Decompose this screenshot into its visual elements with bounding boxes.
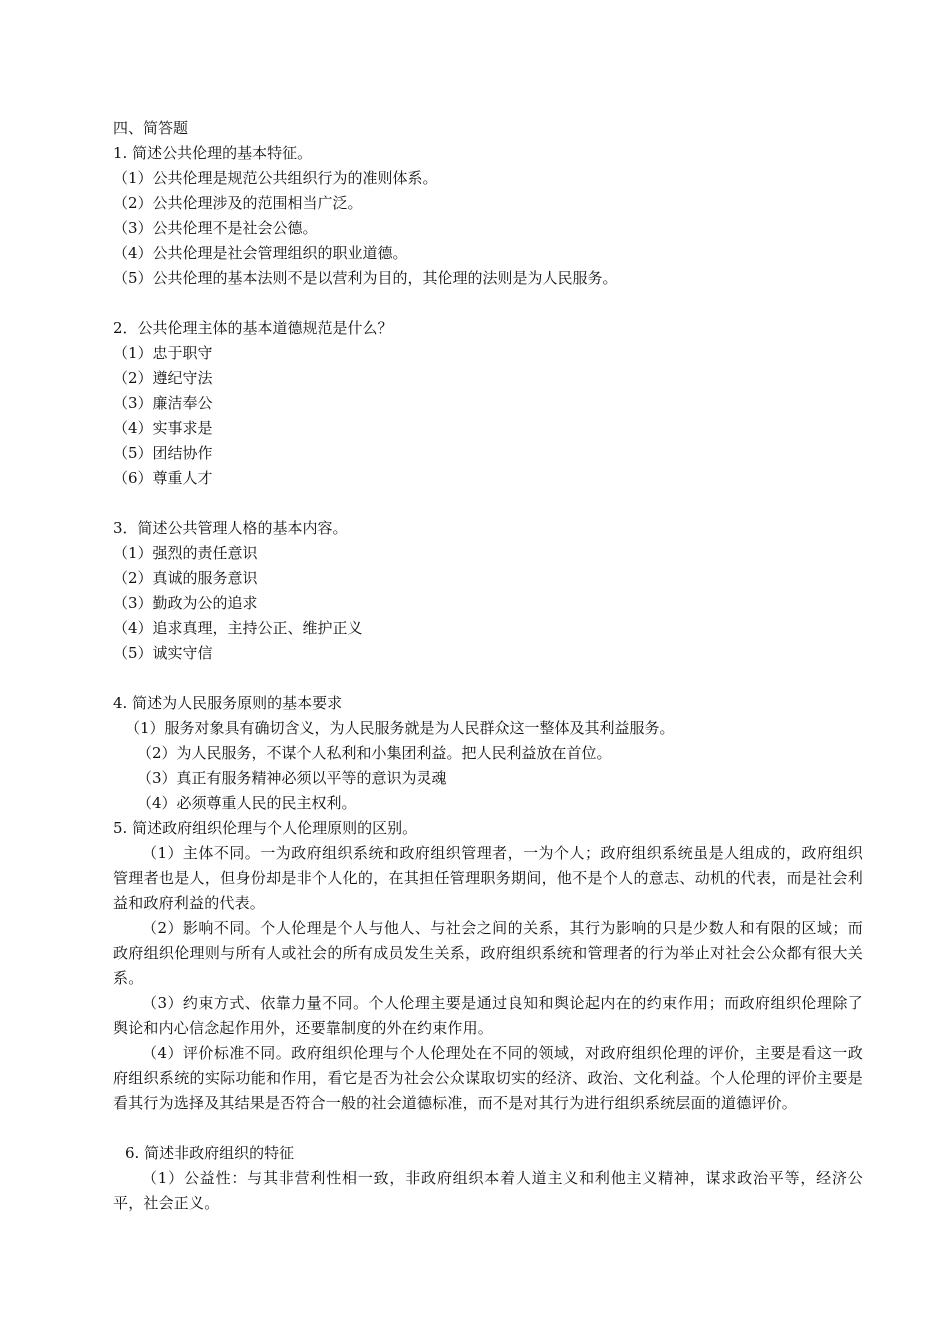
question-6-title: 6. 简述非政府组织的特征 <box>125 1144 295 1162</box>
question-3-item: （3）勤政为公的追求 <box>113 594 258 612</box>
question-5-paragraph: （2）影响不同。个人伦理是个人与他人、与社会之间的关系，其行为影响的只是少数人和有限的区域；而政府组织伦理则与所有人或社会的所有成员发生关系，政府组织系统和管理者的行为举止对社会公众都有很大关系。 <box>113 919 863 987</box>
question-4-item: （1）服务对象具有确切含义，为人民服务就是为人民群众这一整体及其利益服务。 <box>125 719 675 737</box>
question-2-item: （6）尊重人才 <box>113 469 213 487</box>
question-2-item: （4）实事求是 <box>113 419 213 437</box>
question-1-item: （4）公共伦理是社会管理组织的职业道德。 <box>113 244 408 262</box>
question-4-title: 4. 简述为人民服务原则的基本要求 <box>113 694 343 712</box>
question-2-title: 2．公共伦理主体的基本道德规范是什么？ <box>113 319 393 337</box>
question-1-item: （2）公共伦理涉及的范围相当广泛。 <box>113 194 363 212</box>
question-2-item: （1）忠于职守 <box>113 344 213 362</box>
document-page <box>113 116 863 1216</box>
question-1-title: 1. 简述公共伦理的基本特征。 <box>113 144 313 162</box>
question-2-item: （5）团结协作 <box>113 444 213 462</box>
question-2-item: （2）遵纪守法 <box>113 369 213 387</box>
question-4-item: （2）为人民服务，不谋个人私利和小集团利益。把人民利益放在首位。 <box>137 744 612 762</box>
question-3-title: 3．简述公共管理人格的基本内容。 <box>113 519 348 537</box>
question-5-paragraph: （4）评价标准不同。政府组织伦理与个人伦理处在不同的领域，对政府组织伦理的评价，主要是看这一政府组织系统的实际功能和作用，看它是否为社会公众谋取切实的经济、政治、文化利益。个人伦理的评价主要是看其行为选择及其结果是否符合一般的社会道德标准，而不是对其行为进行组织系统层面的道德评价。 <box>113 1044 863 1112</box>
blank-line <box>113 491 863 516</box>
question-1-item: （1）公共伦理是规范公共组织行为的准则体系。 <box>113 169 438 187</box>
question-5-paragraph: （1）主体不同。一为政府组织系统和政府组织管理者，一为个人；政府组织系统虽是人组成的，政府组织管理者也是人，但身份却是非个人化的，在其担任管理职务期间，他不是个人的意志、动机的代表，而是社会利益和政府利益的代表。 <box>113 844 863 912</box>
question-5-title: 5. 简述政府组织伦理与个人伦理原则的区别。 <box>113 819 418 837</box>
question-3-item: （4）追求真理，主持公正、维护正义 <box>113 619 363 637</box>
blank-line <box>113 1116 863 1141</box>
question-4-item: （4）必须尊重人民的民主权利。 <box>137 794 357 812</box>
blank-line <box>113 666 863 691</box>
question-5-paragraph: （3）约束方式、依靠力量不同。个人伦理主要是通过良知和舆论起内在的约束作用；而政府组织伦理除了舆论和内心信念起作用外，还要靠制度的外在约束作用。 <box>113 994 863 1037</box>
question-3-item: （5）诚实守信 <box>113 644 213 662</box>
question-3-item: （1）强烈的责任意识 <box>113 544 258 562</box>
question-6-paragraph: （1）公益性：与其非营利性相一致，非政府组织本着人道主义和利他主义精神，谋求政治平等，经济公平，社会正义。 <box>113 1169 863 1212</box>
blank-line <box>113 291 863 316</box>
section-title: 四、简答题 <box>113 119 189 137</box>
question-1-item: （5）公共伦理的基本法则不是以营利为目的，其伦理的法则是为人民服务。 <box>113 269 618 287</box>
question-3-item: （2）真诚的服务意识 <box>113 569 258 587</box>
question-2-item: （3）廉洁奉公 <box>113 394 213 412</box>
question-1-item: （3）公共伦理不是社会公德。 <box>113 219 318 237</box>
question-4-item: （3）真正有服务精神必须以平等的意识为灵魂 <box>137 769 447 787</box>
